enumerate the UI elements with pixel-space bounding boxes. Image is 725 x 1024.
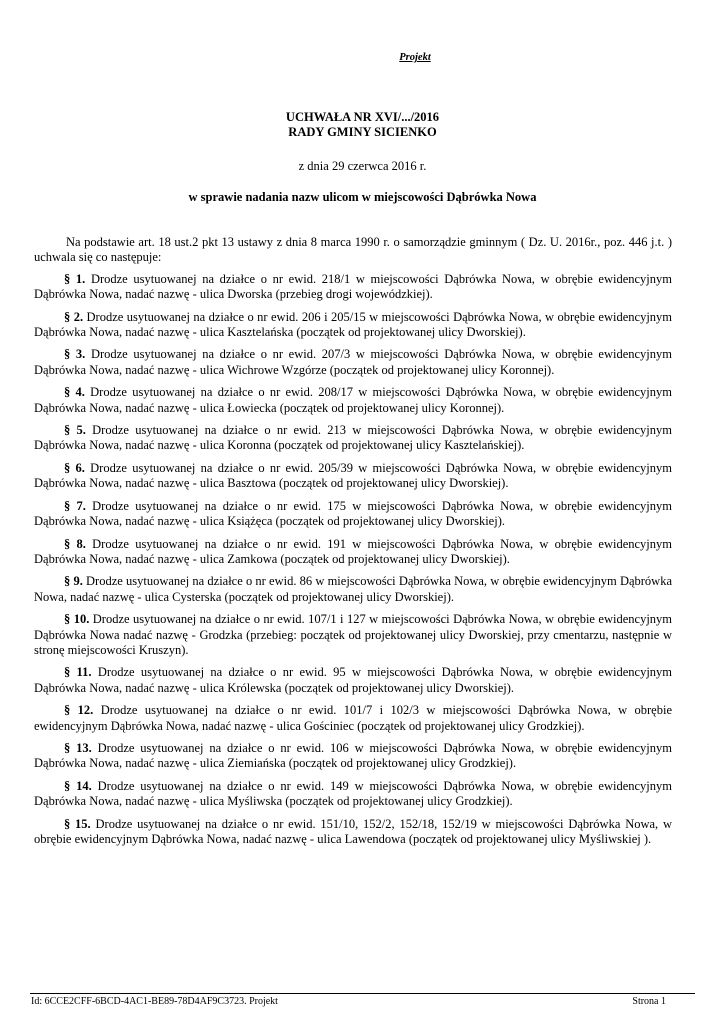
- section-paragraph: [34, 703, 672, 734]
- section-text: Drodze usytuowanej na działce o nr ewid. 218/1 w miejscowości Dąbrówka Nowa, w obrębie ewidencyjnym Dąbrówka Nowa, nadać nazwę - ulica Dworska (przebieg drogi wojewódzkiej).: [34, 271, 672, 302]
- section-number: § 5.: [64, 423, 86, 438]
- section-number: § 1.: [64, 271, 86, 286]
- section-number: § 15.: [64, 816, 91, 831]
- section-text: Drodze usytuowanej na działce o nr ewid. 149 w miejscowości Dąbrówka Nowa, w obrębie ewidencyjnym Dąbrówka Nowa, nadać nazwę - ulica Myśliwska (początek od projektowanej ulicy Grodzkiej).: [34, 778, 673, 809]
- section-text: Drodze usytuowanej na działce o nr ewid. 208/17 w miejscowości Dąbrówka Nowa, w obrębie ewidencyjnym Dąbrówka Nowa, nadać nazwę - ulica Łowiecka (początek od projektowanej ulicy Koronnej).: [34, 385, 672, 415]
- section-text: Drodze usytuowanej na działce o nr ewid. 106 w miejscowości Dąbrówka Nowa, w obrębie ewidencyjnym Dąbrówka Nowa, nadać nazwę - ulica Ziemiańska (początek od projektowanej ulicy Grodzkiej).: [34, 740, 673, 771]
- section-paragraph: [34, 817, 672, 848]
- section-paragraph: [34, 741, 672, 772]
- section-text: Drodze usytuowanej na działce o nr ewid. 205/39 w miejscowości Dąbrówka Nowa, w obrębie ewidencyjnym Dąbrówka Nowa, nadać nazwę - ulica Basztowa (początek od projektowanej ulicy Dworskiej).: [34, 460, 672, 491]
- intro-paragraph: Na podstawie art. 18 ust.2 pkt 13 ustawy z dnia 8 marca 1990 r. o samorządzie gminnym ( Dz. U. 2016r., poz. 446 j.t. ) uchwala się co następuje:: [34, 235, 672, 265]
- section-number: § 13.: [64, 740, 92, 755]
- section-number: § 11.: [64, 665, 92, 680]
- section-text: Drodze usytuowanej na działce o nr ewid. 175 w miejscowości Dąbrówka Nowa, w obrębie ewidencyjnym Dąbrówka Nowa, nadać nazwę - ulica Książęca (początek od projektowanej ulicy Dworskiej).: [34, 498, 673, 529]
- section-number: § 3.: [64, 347, 86, 362]
- section-number: § 10.: [64, 612, 90, 627]
- section-number: § 7.: [64, 498, 86, 513]
- section-paragraph: [34, 779, 672, 810]
- resolution-number: UCHWAŁA NR XVI/.../2016: [285, 110, 440, 124]
- section-text: Drodze usytuowanej na działce o nr ewid. 151/10, 152/2, 152/18, 152/19 w miejscowości Dąbrówka Nowa, w obrębie ewidencyjnym Dąbrówka Nowa, nadać nazwę - ulica Lawendowa (początek od projektowanej ulicy Myśliwskiej ).: [34, 816, 672, 846]
- section-paragraph: [34, 612, 672, 658]
- section-paragraph: [34, 461, 672, 492]
- section-text: Drodze usytuowanej na działce o nr ewid. 86 w miejscowości Dąbrówka Nowa, w obrębie ewidencyjnym Dąbrówka Nowa, nadać nazwę - ulica Cysterska (początek od projektowanej ulicy Dworskiej).: [34, 574, 673, 604]
- section-paragraph: [34, 347, 672, 378]
- section-text: Drodze usytuowanej na działce o nr ewid. 207/3 w miejscowości Dąbrówka Nowa, w obrębie ewidencyjnym Dąbrówka Nowa, nadać nazwę - ulica Wichrowe Wzgórze (początek od projektowanej ulicy Koronnej).: [34, 347, 672, 377]
- section-text: Drodze usytuowanej na działce o nr ewid. 107/1 i 127 w miejscowości Dąbrówka Nowa, w obrębie ewidencyjnym Dąbrówka Nowa nadać nazwę - Grodzka (przebieg: początek od projektowanej ulicy Dworskiej, przy cmentarzu, następnie w stronę miejscowości Kruszyn).: [34, 612, 673, 657]
- section-text: Drodze usytuowanej na działce o nr ewid. 95 w miejscowości Dąbrówka Nowa, w obrębie ewidencyjnym Dąbrówka Nowa, nadać nazwę - ulica Królewska (początek od projektowanej ulicy Dworskiej).: [34, 665, 673, 695]
- section-number: § 8.: [64, 536, 86, 551]
- section-paragraph: [34, 272, 672, 303]
- section-text: Drodze usytuowanej na działce o nr ewid. 191 w miejscowości Dąbrówka Nowa, w obrębie ewidencyjnym Dąbrówka Nowa, nadać nazwę - ulica Zamkowa (początek od projektowanej ulicy Dworskiej).: [34, 536, 673, 566]
- resolution-body: [34, 235, 672, 854]
- section-paragraph: [34, 310, 672, 341]
- footer-divider: [30, 993, 695, 994]
- section-text: Drodze usytuowanej na działce o nr ewid. 101/7 i 102/3 w miejscowości Dąbrówka Nowa, w obrębie ewidencyjnym Dąbrówka Nowa, nadać nazwę - ulica Gościniec (początek od projektowanej ulicy Grodzkiej).: [34, 703, 673, 733]
- section-number: § 4.: [64, 385, 85, 400]
- section-number: § 12.: [64, 703, 94, 718]
- section-text: Drodze usytuowanej na działce o nr ewid. 206 i 205/15 w miejscowości Dąbrówka Nowa, w obrębie ewidencyjnym Dąbrówka Nowa, nadać nazwę - ulica Kasztelańska (początek od projektowanej ulicy Dworskiej).: [34, 309, 673, 340]
- resolution-title: [0, 110, 725, 140]
- section-paragraph: [34, 537, 672, 568]
- section-paragraph: [34, 423, 672, 454]
- section-number: § 6.: [64, 460, 85, 475]
- section-paragraph: [34, 665, 672, 696]
- footer-document-id: Id: 6CCE2CFF-6BCD-4AC1-BE89-78D4AF9C3723. Projekt: [31, 996, 278, 1007]
- section-paragraph: [34, 574, 672, 605]
- project-label: Projekt: [399, 52, 431, 63]
- section-number: § 2.: [64, 309, 84, 324]
- section-text: Drodze usytuowanej na działce o nr ewid. 213 w miejscowości Dąbrówka Nowa, w obrębie ewidencyjnym Dąbrówka Nowa, nadać nazwę - ulica Koronna (początek od projektowanej ulicy Kasztelańskiej).: [34, 423, 673, 453]
- section-paragraph: [34, 385, 672, 416]
- section-paragraph: [34, 499, 672, 530]
- footer-page-number: Strona 1: [632, 996, 666, 1007]
- sections-list: [34, 272, 672, 848]
- resolution-subject: w sprawie nadania nazw ulicom w miejscowości Dąbrówka Nowa: [188, 190, 537, 204]
- section-number: § 14.: [64, 778, 92, 793]
- council-name: RADY GMINY SICIENKO: [288, 125, 437, 139]
- resolution-date: z dnia 29 czerwca 2016 r.: [298, 159, 427, 173]
- section-number: § 9.: [64, 574, 83, 589]
